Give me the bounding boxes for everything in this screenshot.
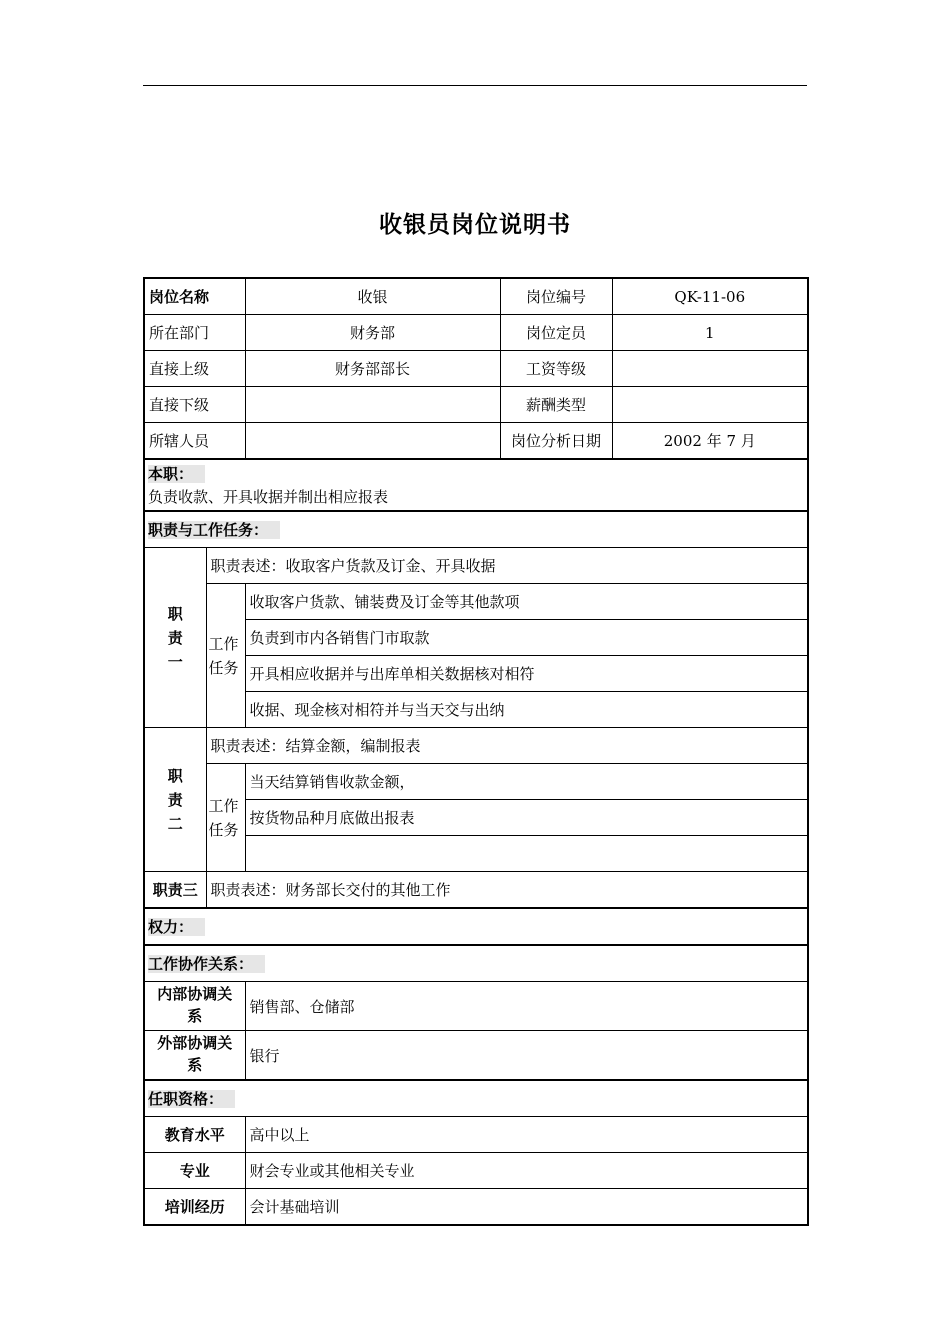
qualification-row bbox=[144, 1117, 808, 1153]
duty2-statement: 职责表述：结算金额，编制报表 bbox=[206, 728, 808, 764]
info-row bbox=[144, 387, 808, 423]
internal-relation-text: 销售部、仓储部 bbox=[245, 982, 808, 1031]
qualification-row bbox=[144, 1153, 808, 1189]
duty1-task: 负责到市内各销售门市取款 bbox=[245, 620, 808, 656]
info-row bbox=[144, 315, 808, 351]
duty1-task-label: 工作 任务 bbox=[206, 584, 245, 728]
info-label: 直接下级 bbox=[144, 387, 245, 423]
duty2-task-label: 工作 任务 bbox=[206, 764, 245, 872]
task-row bbox=[144, 764, 808, 800]
basic-duty-label: 本职： bbox=[148, 465, 205, 483]
info-row bbox=[144, 423, 808, 460]
relation-row bbox=[144, 1031, 808, 1081]
qualification-row bbox=[144, 1189, 808, 1226]
duty1-name: 职 责 一 bbox=[144, 548, 206, 728]
duty-statement-row bbox=[144, 872, 808, 909]
basic-duty-text: 负责收款、开具收据并制出相应报表 bbox=[148, 487, 389, 506]
info-row bbox=[144, 278, 808, 315]
duty3-name: 职责三 bbox=[144, 872, 206, 909]
duty-statement-row bbox=[144, 728, 808, 764]
info-label: 岗位名称 bbox=[144, 278, 245, 315]
duty2-task: 按货物品种月底做出报表 bbox=[245, 800, 808, 836]
duty1-task: 收据、现金核对相符并与当天交与出纳 bbox=[245, 692, 808, 728]
qualifications-section-label: 任职资格： bbox=[148, 1090, 235, 1108]
relations-section-label: 工作协作关系： bbox=[148, 955, 265, 973]
major-text: 财会专业或其他相关专业 bbox=[245, 1153, 808, 1189]
relations-header-cell bbox=[144, 945, 808, 982]
info-label: 岗位分析日期 bbox=[500, 423, 612, 460]
info-label: 直接上级 bbox=[144, 351, 245, 387]
training-label: 培训经历 bbox=[144, 1189, 245, 1226]
duty1-task: 开具相应收据并与出库单相关数据核对相符 bbox=[245, 656, 808, 692]
education-text: 高中以上 bbox=[245, 1117, 808, 1153]
document-title: 收银员岗位说明书 bbox=[379, 212, 571, 238]
header-rule bbox=[143, 85, 807, 86]
info-value bbox=[245, 423, 500, 460]
info-value: 2002 年 7 月 bbox=[612, 423, 808, 460]
info-label: 所在部门 bbox=[144, 315, 245, 351]
duty2-task bbox=[245, 836, 808, 872]
duty3-statement: 职责表述：财务部长交付的其他工作 bbox=[206, 872, 808, 909]
info-value: 1 bbox=[612, 315, 808, 351]
duties-section-label: 职责与工作任务： bbox=[148, 521, 280, 539]
info-label: 薪酬类型 bbox=[500, 387, 612, 423]
power-label: 权力： bbox=[148, 918, 205, 936]
info-value bbox=[245, 387, 500, 423]
info-value bbox=[612, 387, 808, 423]
duty1-statement: 职责表述：收取客户货款及订金、开具收据 bbox=[206, 548, 808, 584]
section-header-row bbox=[144, 908, 808, 945]
training-text: 会计基础培训 bbox=[245, 1189, 808, 1226]
info-value bbox=[612, 351, 808, 387]
major-label: 专业 bbox=[144, 1153, 245, 1189]
info-label: 所辖人员 bbox=[144, 423, 245, 460]
section-header-row bbox=[144, 1080, 808, 1117]
internal-relation-label: 内部协调关系 bbox=[144, 982, 245, 1031]
info-value: 财务部 bbox=[245, 315, 500, 351]
info-label: 岗位编号 bbox=[500, 278, 612, 315]
info-value: 收银 bbox=[245, 278, 500, 315]
info-value: QK-11-06 bbox=[612, 278, 808, 315]
external-relation-label: 外部协调关系 bbox=[144, 1031, 245, 1081]
qualifications-header-cell bbox=[144, 1080, 808, 1117]
relation-row bbox=[144, 982, 808, 1031]
basic-duty-cell bbox=[144, 459, 808, 511]
info-label: 工资等级 bbox=[500, 351, 612, 387]
power-cell bbox=[144, 908, 808, 945]
external-relation-text: 银行 bbox=[245, 1031, 808, 1081]
duty1-task: 收取客户货款、铺装费及订金等其他款项 bbox=[245, 584, 808, 620]
info-value: 财务部部长 bbox=[245, 351, 500, 387]
info-label: 岗位定员 bbox=[500, 315, 612, 351]
section-header-row bbox=[144, 945, 808, 982]
section-header-row bbox=[144, 511, 808, 548]
task-row bbox=[144, 584, 808, 620]
duty2-task: 当天结算销售收款金额， bbox=[245, 764, 808, 800]
basic-duty-row bbox=[144, 459, 808, 511]
info-row bbox=[144, 351, 808, 387]
education-label: 教育水平 bbox=[144, 1117, 245, 1153]
job-description-table bbox=[143, 277, 809, 1226]
duty2-name: 职 责 二 bbox=[144, 728, 206, 872]
duties-header-cell bbox=[144, 511, 808, 548]
duty-statement-row bbox=[144, 548, 808, 584]
